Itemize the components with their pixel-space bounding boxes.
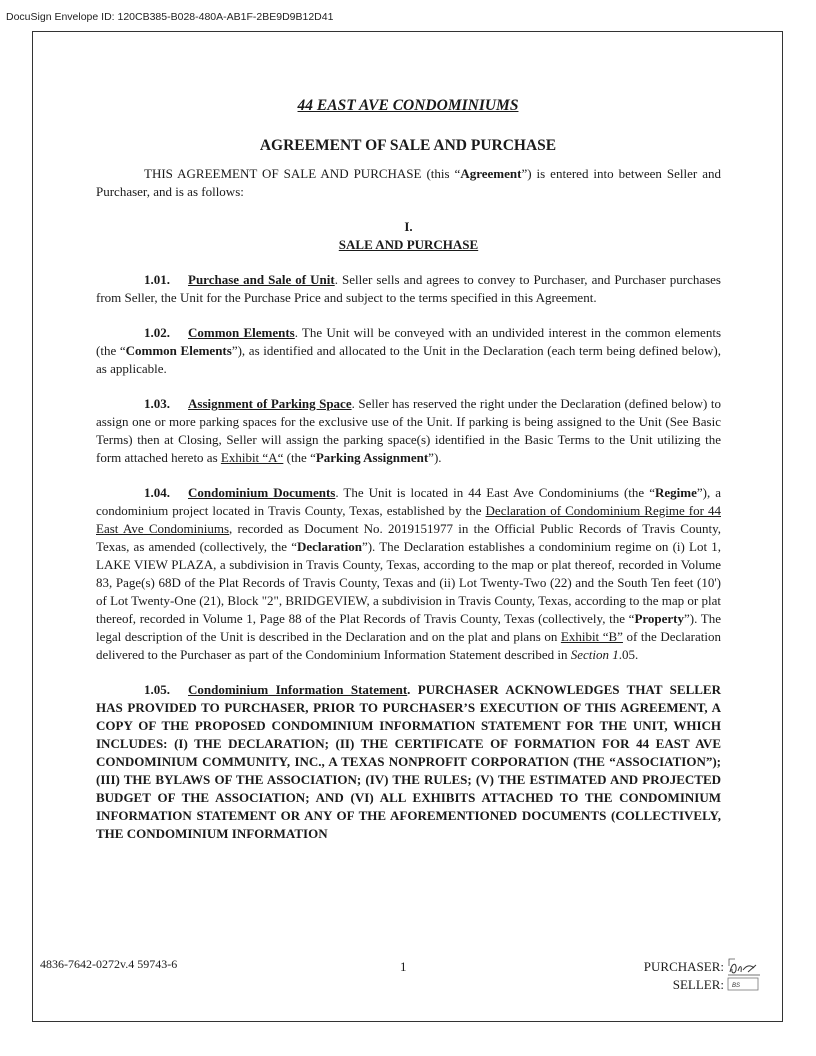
section-1-04: 1.04. Condominium Documents. The Unit is located in 44 East Ave Condominiums (the “Regime”), a condominium project located in Travis County, Texas, established by the Declaration of Condominium Regime for 44 East Ave Condominiums, recorded as Document No. 2019151977 in the Official Public Records of Travis County, Texas, as amended (collectively, the “Declaration”). The Declaration establishes a condominium regime on (i) Lot 1, LAKE VIEW PLAZA, a subdivision in Travis County, Texas, according to the map or plat thereof, recorded in Volume 83, Page(s) 68D of the Plat Records of Travis County, Texas and (ii) Lot Twenty-Two (22) and the South Ten feet (10') of Lot Twenty-One (21), Block "2", BRIDGEVIEW, a subdivision in Travis County, Texas, according to the map or plat thereof, recorded in Volume 1, Page 88 of the Plat Records of Travis County, Texas (collectively, the “Property”). The legal description of the Unit is described in the Declaration and on the plat and plans on Exhibit “B” of the Declaration delivered to the Purchaser as part of the Condominium Information Statement described in Section 1.05.	[96, 485, 722, 662]
docusign-envelope-id: DocuSign Envelope ID: 120CB385-B028-480A-AB1F-2BE9D9B12D41	[6, 11, 334, 23]
initials-labels	[644, 958, 724, 994]
section-1-05: 1.05. Condominium Information Statement. PURCHASER ACKNOWLEDGES THAT SELLER HAS PROVIDED TO PURCHASER, PRIOR TO PURCHASER’S EXECUTION OF THIS AGREEMENT, A COPY OF THE PROPOSED CONDOMINIUM INFORMATION STATEMENT FOR THE UNIT, WHICH INCLUDES: (I) THE DECLARATION; (II) THE CERTIFICATE OF FORMATION FOR 44 EAST AVE CONDOMINIUM COMMUNITY, INC., A TEXAS NONPROFIT CORPORATION (THE “ASSOCIATION”); (III) THE BYLAWS OF THE ASSOCIATION; (IV) THE RULES; (V) THE ESTIMATED AND PROJECTED BUDGET OF THE ASSOCIATION; AND (VI) ALL EXHIBITS ATTACHED TO THE CONDOMINIUM INFORMATION STATEMENT OR ANY OF THE AFOREMENTIONED DOCUMENTS (COLLECTIVELY, THE CONDOMINIUM INFORMATION	[96, 682, 721, 841]
document-id-footer: 4836-7642-0272v.4 59743-6	[40, 957, 178, 971]
purchaser-label: PURCHASER:	[643, 959, 724, 974]
seller-initials: BS	[732, 983, 741, 989]
article-number: I.	[404, 219, 413, 234]
seller-label: SELLER:	[672, 977, 724, 992]
section-1-03: 1.03. Assignment of Parking Space. Seller has reserved the right under the Declaration (defined below) to assign one or more parking spaces for the exclusive use of the Unit. If parking is being assigned to the Unit (See Basic Terms) then at Closing, Seller will assign the parking space(s) identified in the Basic Terms to the Unit utilizing the form attached hereto as Exhibit “A“ (the “Parking Assignment”).	[96, 396, 721, 465]
initials-signature-icon	[726, 956, 762, 992]
page-number: 1	[400, 959, 407, 974]
document-subtitle: AGREEMENT OF SALE AND PURCHASE	[259, 137, 557, 154]
document-title: 44 EAST AVE CONDOMINIUMS	[297, 97, 519, 114]
section-1-01: 1.01. Purchase and Sale of Unit. Seller sells and agrees to convey to Purchaser, and Purchaser purchases from Seller, the Unit for the Purchase Price and subject to the terms specified in this Agreement.	[96, 272, 721, 305]
intro-paragraph: THIS AGREEMENT OF SALE AND PURCHASE (this “Agreement”) is entered into between Seller and Purchaser, and is as follows:	[96, 166, 721, 199]
article-title: SALE AND PURCHASE	[338, 237, 479, 252]
document-body	[96, 165, 721, 843]
section-1-02: 1.02. Common Elements. The Unit will be conveyed with an undivided interest in the common elements (the “Common Elements”), as identified and allocated to the Unit in the Declaration (each term being defined below), as applicable.	[96, 325, 721, 376]
